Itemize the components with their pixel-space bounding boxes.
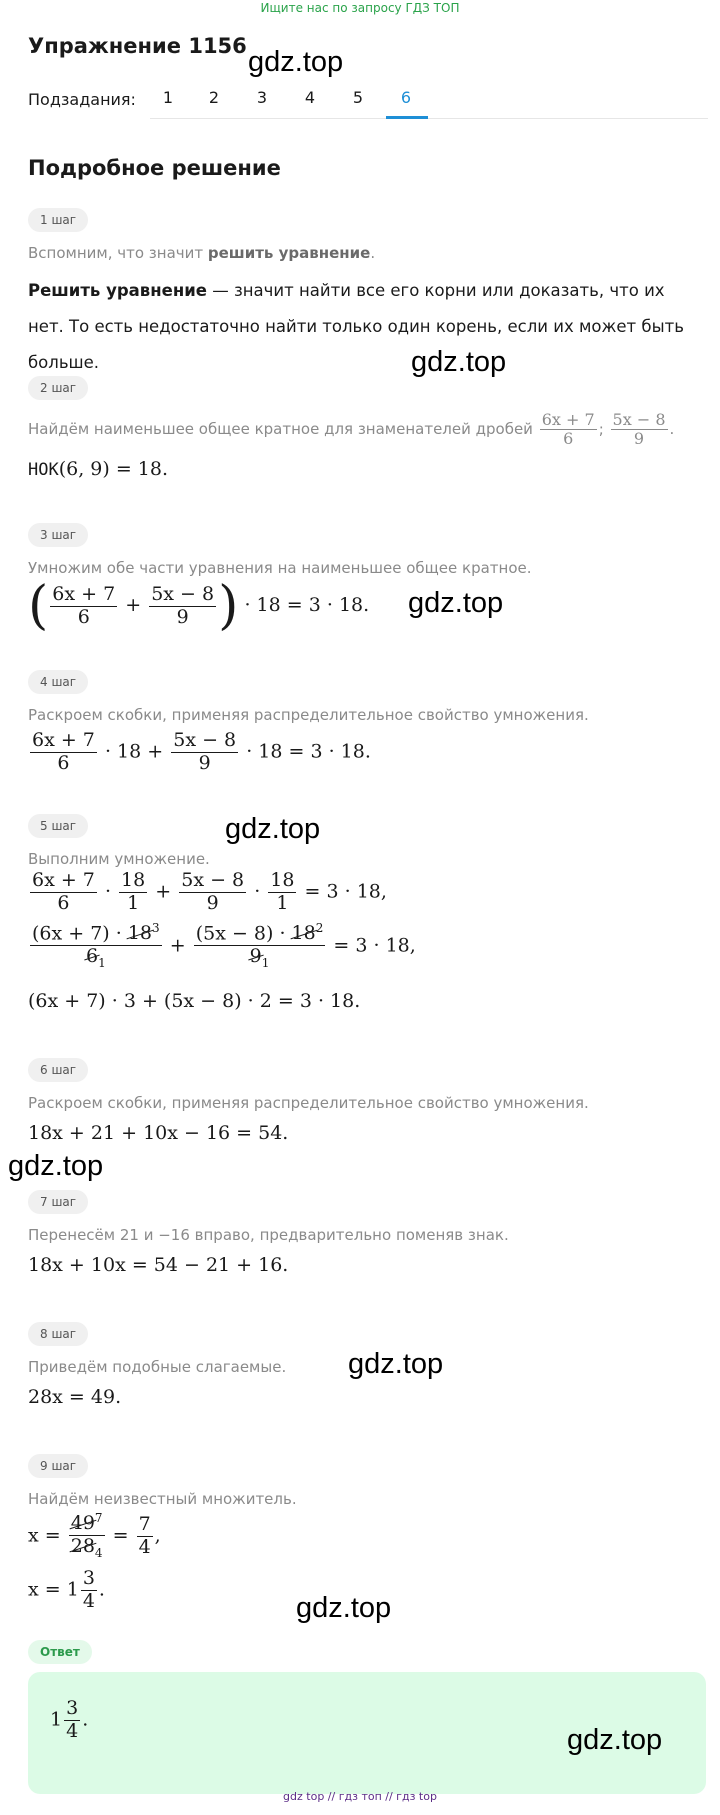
transposed-equation: 18x + 10x = 54 − 21 + 16.: [28, 1254, 289, 1276]
page-title: Упражнение 1156: [28, 34, 247, 58]
answer-badge: Ответ: [28, 1640, 92, 1664]
subtask-tab-1[interactable]: 1: [162, 88, 174, 107]
subtask-tab-6[interactable]: 6: [400, 88, 412, 107]
step-badge: 9 шаг: [28, 1454, 88, 1478]
answer-value: 1 $\frac{3}{4}$ .: [50, 1697, 89, 1742]
subtask-tab-4[interactable]: 4: [304, 88, 316, 107]
lcm-equation: НОК(6, 9) = 18.: [28, 458, 169, 480]
step-badge: 8 шаг: [28, 1322, 88, 1346]
expanded-linear-equation: 18x + 21 + 10x − 16 = 54.: [28, 1122, 289, 1144]
step-note: Умножим обе части уравнения на наименьшее общее кратное.: [28, 559, 532, 577]
step-note: Раскроем скобки, применяя распределительное свойство умножения.: [28, 706, 589, 724]
step-badge: 3 шаг: [28, 523, 88, 547]
step-badge: 4 шаг: [28, 670, 88, 694]
watermark: gdz.top: [408, 587, 504, 619]
multiplication-line-1: $\frac{6x + 7}{6}$ · $\frac{18}{1}$ + $\frac{5x - 8}{9}$ · $\frac{18}{1}$ = 3 · 18,: [32, 869, 387, 914]
watermark: gdz.top: [411, 346, 507, 378]
subtask-tab-3[interactable]: 3: [256, 88, 268, 107]
step-note: Приведём подобные слагаемые.: [28, 1358, 287, 1376]
subtask-tab-2[interactable]: 2: [208, 88, 220, 107]
top-banner: Ищите нас по запросу ГДЗ ТОП: [260, 1, 460, 15]
tabs-divider: [150, 118, 708, 119]
step-note: Раскроем скобки, применяя распределительное свойство умножения.: [28, 1094, 589, 1112]
watermark: gdz.top: [225, 813, 321, 845]
step-note: Выполним умножение.: [28, 850, 210, 868]
definition-text: Решить уравнение — значит найти все его корни или доказать, что их нет. То есть недостаточно найти только один корень, если их может быть больше.: [28, 281, 684, 372]
simplified-equation: 28x = 49.: [28, 1386, 122, 1408]
multiplication-line-3: (6x + 7) · 3 + (5x − 8) · 2 = 3 · 18.: [28, 990, 361, 1012]
step-note: Вспомним, что значит решить уравнение.: [28, 244, 376, 262]
step-note: Найдём наименьшее общее кратное для знаменателей дробей $\frac{6x + 7}{6}$ ; $\frac{5x - 8}{9}$ .: [28, 409, 675, 448]
watermark: gdz.top: [567, 1724, 663, 1756]
watermark: gdz.top: [248, 46, 344, 78]
subtask-tab-5[interactable]: 5: [352, 88, 364, 107]
section-title: Подробное решение: [28, 156, 281, 180]
step-badge: 5 шаг: [28, 814, 88, 838]
expanded-equation: $\frac{6x + 7}{6}$ · 18 + $\frac{5x - 8}{9}$ · 18 = 3 · 18.: [32, 729, 371, 774]
watermark: gdz.top: [296, 1592, 392, 1624]
watermark: gdz.top: [348, 1348, 444, 1380]
multiplied-equation: ( $\frac{6x + 7}{6}$ + $\frac{5x - 8}{9}$ ) · 18 = 3 · 18.: [28, 576, 370, 636]
multiplication-line-2: $\frac{(6x + 7) \cdot 18^3}{6_1}$ + $\frac{(5x - 8) \cdot 18^2}{9_1}$ = 3 · 18,: [32, 921, 416, 970]
subtasks-label: Подзадания:: [28, 90, 136, 109]
step-badge: 6 шаг: [28, 1058, 88, 1082]
watermark: gdz.top: [8, 1150, 104, 1182]
step-badge: 7 шаг: [28, 1190, 88, 1214]
step-badge: 2 шаг: [28, 376, 88, 400]
solution-mixed: x = 1 $\frac{3}{4}$ .: [28, 1567, 105, 1612]
step-note: Найдём неизвестный множитель.: [28, 1490, 297, 1508]
active-tab-indicator: [386, 116, 428, 119]
footer-links[interactable]: gdz top // гдз топ // гдз top: [283, 1790, 437, 1803]
step-note: Перенесём 21 и −16 вправо, предварительно поменяв знак.: [28, 1226, 509, 1244]
solution-fraction: x = $\frac{49^7}{28_4}$ = $\frac{7}{4}$ ,: [28, 1511, 161, 1560]
step-badge: 1 шаг: [28, 208, 88, 232]
